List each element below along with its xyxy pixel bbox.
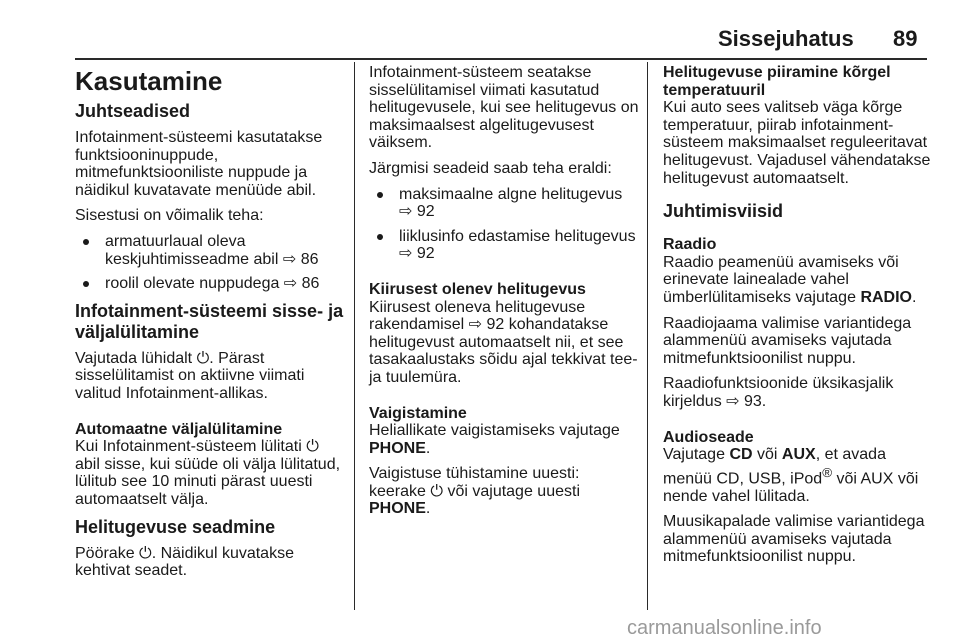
subheading-audioseade: Audioseade [663, 428, 754, 446]
paragraph: Sisestusi on võimalik teha: [75, 207, 264, 225]
paragraph: Infotainment-süsteem seatakse sisselülitamisel viimati kasutatud helitugevusele, kui see helitugevus on maksimaalsest algelitugevusest väiksem. [369, 64, 639, 152]
bullet-list [75, 233, 347, 293]
key-label-radio: RADIO [860, 288, 912, 306]
column-divider-2 [647, 62, 648, 610]
paragraph: Kui auto sees valitseb väga kõrge temperatuur, piirab infotainment-süsteem maksimaalset reguleeritavat helitugevust. Vajadusel vähendatakse helitugevust automaatselt. [663, 99, 931, 187]
key-label-phone: PHONE [369, 439, 426, 457]
key-label-cd: CD [729, 446, 753, 464]
paragraph: Muusikapalade valimise variantidega alammenüü avamiseks vajutada mitmefunktsioonilist nuppu. [663, 513, 925, 566]
paragraph: Vajutage CD või AUX, et avada menüü CD, USB, iPod® või AUX või nende vahel lülitada. [663, 446, 919, 505]
bullet-icon [83, 239, 89, 245]
list-item: roolil olevate nuppudega ⇨ 86 [75, 275, 347, 293]
subheading-raadio: Raadio [663, 236, 717, 254]
bullet-icon [377, 234, 383, 240]
key-label-aux: AUX [781, 446, 816, 464]
paragraph: Heliallikate vaigistamiseks vajutage PHONE. [369, 422, 620, 457]
paragraph: Raadiojaama valimise variantidega alammenüü avamiseks vajutada mitmefunktsioonilist nuppu. [663, 314, 912, 367]
heading-helitugevuse-seadmine: Helitugevuse seadmine [75, 516, 276, 537]
paragraph: Pöörake ⏻. Näidikul kuvatakse kehtivat seadet. [75, 544, 294, 580]
bullet-icon [83, 281, 89, 287]
paragraph: Kiirusest oleneva helitugevuse rakendamisel ⇨ 92 kohandatakse helitugevust automaatselt nii, et see tasakaalustaks sõidu ajal tekkivat tee- ja tuulemüra. [369, 298, 638, 386]
subheading-vaigistamine: Vaigistamine [369, 404, 467, 422]
column-divider-1 [354, 62, 355, 610]
page-number: 89 [893, 26, 918, 51]
column-1 [75, 64, 347, 588]
watermark: carmanualsonline.info [627, 617, 822, 639]
paragraph: Vajutada lühidalt ⏻. Pärast sisselülitamist on aktiivne viimati valitud Infotainment-allikas. [75, 349, 305, 402]
subheading-helitugevuse-piiramine: Helitugevuse piiramine kõrgel temperatuuril [663, 64, 891, 99]
key-label-phone: PHONE [369, 500, 426, 518]
paragraph: Infotainment-süsteemi kasutatakse funktsiooninuppude, mitmefunktsiooniliste nuppude ja näidikul kuvatavate menüüde abil. [75, 129, 323, 199]
paragraph: Kui Infotainment-süsteem lülitati ⏻ abil sisse, kui süüde oli välja lülitatud, lülitub see 10 minuti pärast uuesti automaatselt välja. [75, 438, 341, 508]
paragraph: Raadiofunktsioonide üksikasjalik kirjeldus ⇨ 93. [663, 375, 894, 410]
heading-juhtseadised: Juhtseadised [75, 101, 191, 121]
column-2 [369, 64, 639, 526]
paragraph: Vaigistuse tühistamine uuesti: keerake ⏻ või vajutage uuesti PHONE. [369, 465, 580, 518]
heading-sisse-valjalulitamine: Infotainment-süsteemi sisse- ja väljalülitamine [75, 300, 344, 342]
paragraph: Järgmisi seadeid saab teha eraldi: [369, 159, 612, 177]
header-rule [75, 58, 927, 60]
list-item: armatuurlaual oleva keskjuhtimisseadme abil ⇨ 86 [75, 233, 347, 268]
heading-juhtimisviisid: Juhtimisviisid [663, 201, 784, 222]
subheading-kiirusest-olenev-helitugevus: Kiirusest olenev helitugevus [369, 280, 586, 298]
list-item: liiklusinfo edastamise helitugevus ⇨ 92 [369, 228, 639, 263]
subheading-automaatne-valjalulitamine: Automaatne väljalülitamine [75, 420, 283, 438]
page-header-title: Sissejuhatus [718, 26, 854, 51]
column-3 [663, 64, 933, 574]
list-item: maksimaalne algne helitugevus ⇨ 92 [369, 186, 639, 221]
paragraph: Raadio peamenüü avamiseks või erinevate lainealade vahel ümberlülitamiseks vajutage RADIO. [663, 253, 917, 306]
bullet-list [369, 186, 639, 263]
bullet-icon [377, 192, 383, 198]
section-title-kasutamine: Kasutamine [75, 66, 223, 96]
